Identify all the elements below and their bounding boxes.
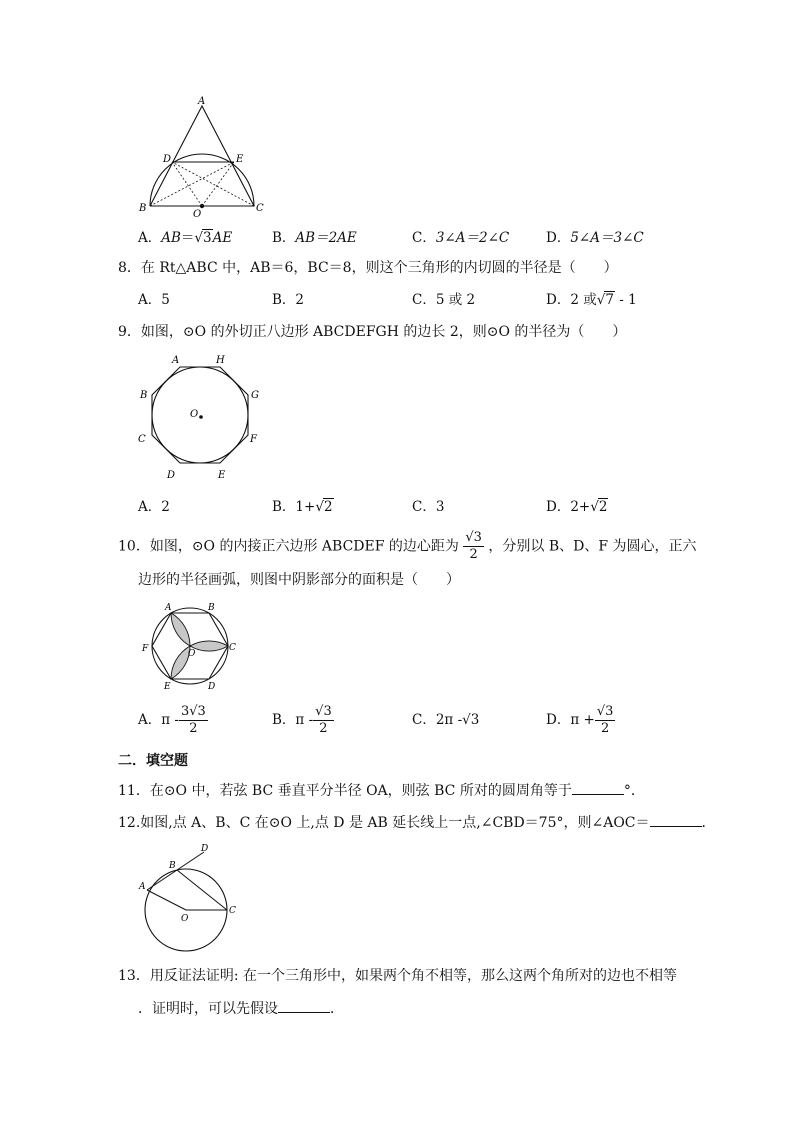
q13-stem-line1: 13．用反证法证明: 在一个三角形中，如果两个角不相等，那么这两个角所对的边也不相等 [118, 968, 677, 984]
q10-option-b-fraction [313, 704, 334, 737]
q7-option-b-text: AB＝2AE [295, 230, 357, 246]
q10-label-c: C [229, 643, 236, 653]
q10-label-a: A [165, 603, 172, 613]
q9-option-c: C．3 [412, 499, 445, 515]
q9-option-b-prefix: B． [272, 499, 296, 515]
q7-option-a-lhs: AB [161, 230, 181, 246]
section-fill-in-title: 二．填空题 [118, 753, 188, 769]
q12-stem [118, 812, 716, 833]
q12-stem-pre: 12.如图,点 A、B、C 在⊙O 上,点 D 是 AB 延长线上一点,∠CBD＝75°，则∠AOC＝ [118, 815, 650, 831]
q9-option-b: B．1+√2 [272, 499, 333, 515]
q9-label-b: B [140, 390, 148, 401]
q8-stem: 8．在 Rt△ABC 中，AB＝6，BC＝8，则这个三角形的内切圆的半径是（ ） [118, 260, 618, 276]
q10-option-d [546, 704, 615, 737]
q9-label-o: O [190, 409, 199, 420]
q12-line-bc [177, 870, 227, 910]
q7-label-a: A [198, 96, 206, 107]
q10-figure [138, 598, 238, 694]
q10-option-b-prefix: B． [272, 712, 296, 728]
q10-option-d-pi: π + [570, 712, 595, 728]
q12-stem-post: ． [701, 815, 716, 831]
q10-option-d-den: 2 [600, 721, 610, 736]
q7-option-d-text: 5∠A＝3∠C [570, 230, 644, 246]
q9-circle [152, 367, 248, 463]
q9-label-e: E [218, 470, 226, 481]
q12-answer-blank[interactable] [650, 812, 702, 827]
q8-option-c: C．5 或 2 [412, 292, 476, 308]
q7-option-b [272, 228, 357, 248]
q7-option-a-rhs: AE [212, 230, 233, 246]
q12-label-o: O [181, 914, 189, 924]
q7-label-b: B [139, 203, 147, 214]
q13-stem-post: ． [330, 1001, 344, 1017]
q7-option-d [546, 228, 644, 248]
q8-option-d: D．2 或√7 - 1 [546, 292, 637, 308]
q10-stem-fraction [463, 530, 484, 563]
q7-option-c-text: 3∠A＝2∠C [435, 230, 510, 246]
q10-petal-top [171, 613, 190, 646]
q10-label-b: B [208, 603, 215, 613]
q7-option-c-prefix: C． [412, 230, 436, 246]
q7-option-d-prefix: D． [546, 230, 571, 246]
q10-option-a-num: 3√3 [180, 704, 206, 719]
q12-label-b: B [169, 861, 176, 871]
q7-option-a-sqrt: 3 [203, 230, 212, 246]
q9-stem: 9．如图，⊙O 的外切正八边形 ABCDEFGH 的边长 2，则⊙O 的半径为（ ） [118, 324, 627, 340]
q9-label-a: A [172, 355, 180, 366]
q7-option-a-prefix: A． [138, 230, 162, 246]
q8-option-d-suffix: - 1 [614, 292, 637, 308]
q10-option-c-prefix: C． [412, 712, 436, 728]
q9-label-d: D [167, 470, 176, 481]
q8-option-a: A．5 [138, 292, 170, 308]
q7-center-dot [200, 204, 204, 208]
q13-answer-blank[interactable] [278, 998, 330, 1013]
q9-option-b-pre: 1+ [295, 499, 316, 515]
q10-option-c [412, 710, 479, 730]
q10-stem-pre: 10．如图，⊙O 的内接正六边形 ABCDEF 的边心距为 [118, 538, 459, 555]
q8-option-d-sqrt: 7 [605, 292, 614, 308]
q10-petal-right [190, 641, 228, 651]
q7-label-e: E [236, 154, 244, 165]
q10-stem-line2: 边形的半径画弧，则图中阴影部分的面积是（ ） [138, 572, 460, 588]
q10-option-b-pi: π - [295, 712, 314, 728]
q7-dash-cd [172, 162, 254, 206]
q10-option-b-num: √3 [315, 704, 332, 719]
q7-dash-be [150, 162, 234, 206]
q8-option-d-prefix: D．2 或 [546, 292, 597, 308]
q10-option-a-fraction [179, 704, 208, 737]
q7-label-o: O [193, 209, 202, 220]
q10-option-d-fraction [595, 704, 616, 737]
q7-option-a: A．AB＝√3AE [138, 230, 233, 246]
q8-option-b: B．2 [272, 292, 305, 308]
q13-stem-line2 [138, 998, 344, 1019]
q7-option-c [412, 228, 509, 248]
q10-label-o: O [188, 649, 196, 659]
q9-figure [134, 350, 270, 484]
q12-line-ao [147, 890, 186, 910]
q10-stem-fraction-num: √3 [465, 530, 482, 545]
q9-label-c: C [138, 434, 146, 445]
q7-label-c: C [256, 203, 264, 214]
q10-option-d-prefix: D． [546, 712, 571, 728]
q12-label-c: C [229, 906, 236, 916]
q10-option-b-den: 2 [319, 721, 328, 736]
q9-center-dot [199, 415, 203, 419]
q9-label-g: G [251, 390, 259, 401]
q11-stem [118, 780, 645, 801]
q9-label-f: F [250, 434, 257, 445]
q11-stem-post: °． [623, 783, 645, 799]
q9-option-d-prefix: D． [546, 499, 571, 515]
q12-figure [134, 842, 244, 954]
q11-stem-pre: 11．在⊙O 中，若弦 BC 垂直平分半径 OA，则弦 BC 所对的圆周角等于 [118, 783, 572, 799]
q10-stem-line1 [118, 530, 697, 563]
q9-option-a: A．2 [138, 499, 170, 515]
q10-option-a-prefix: A． [138, 712, 162, 728]
q7-option-a-eq: ＝ [180, 230, 195, 246]
q10-stem-post: ，分别以 B、D、F 为圆心，正六 [488, 538, 697, 555]
q10-option-a [138, 704, 208, 737]
q12-label-a: A [139, 882, 146, 892]
q10-stem-fraction-den: 2 [469, 547, 478, 562]
q7-label-d: D [163, 154, 172, 165]
q7-option-b-prefix: B． [272, 230, 296, 246]
q10-option-d-num: √3 [596, 704, 614, 719]
q13-stem-pre: ．证明时，可以先假设 [138, 1001, 278, 1017]
q10-label-f: F [142, 644, 149, 654]
q10-label-e: E [164, 682, 171, 692]
q10-option-a-den: 2 [189, 721, 198, 736]
q7-dash-od [172, 162, 202, 206]
q10-option-c-text: 2π -√3 [435, 712, 480, 728]
q10-option-b [272, 704, 334, 737]
q7-figure [130, 92, 270, 220]
q10-label-d: D [208, 682, 216, 692]
q7-dash-oe [202, 162, 234, 206]
q10-option-a-pi: π - [161, 712, 179, 728]
q12-label-d: D [201, 844, 209, 854]
q9-option-d-sqrt: 2 [598, 499, 608, 515]
q9-option-b-sqrt: 2 [323, 499, 333, 515]
q9-label-h: H [216, 355, 225, 366]
q9-option-d-pre: 2+ [570, 499, 591, 515]
q9-option-d: D．2+√2 [546, 499, 608, 515]
q11-answer-blank[interactable] [572, 780, 624, 795]
